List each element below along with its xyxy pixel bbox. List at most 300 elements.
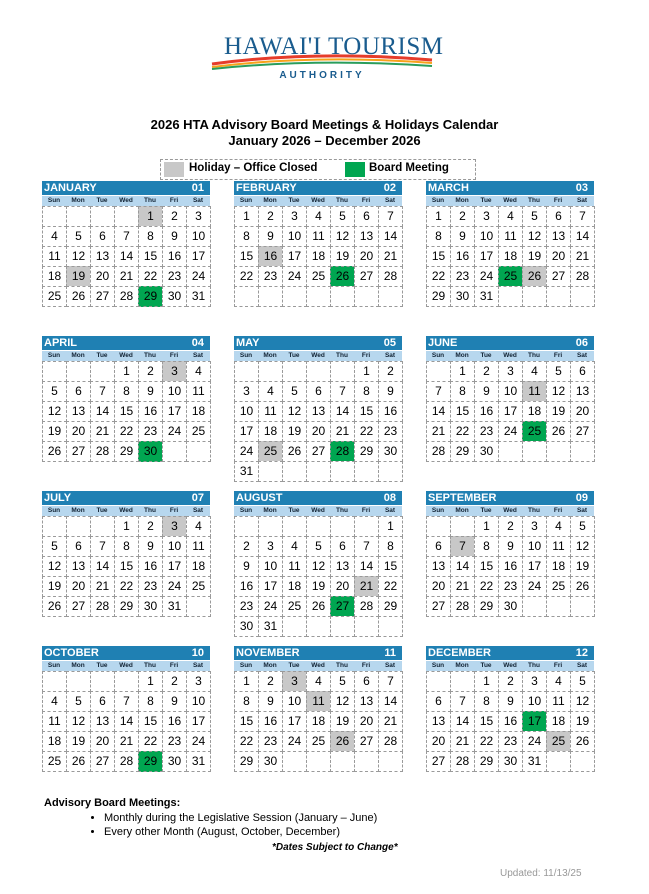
month-september [426, 491, 594, 616]
empty-day-cell [522, 441, 547, 462]
day-cell: 2 [138, 516, 163, 537]
month-may [234, 336, 402, 481]
day-of-week-label: Mon [71, 352, 85, 359]
empty-day-cell [162, 441, 187, 462]
day-of-week-label: Sat [576, 352, 588, 359]
calendar-date-range: January 2026 – December 2026 [228, 133, 421, 148]
day-cell: 4 [186, 361, 211, 382]
day-cell: 17 [186, 246, 211, 267]
day-cell: 15 [138, 711, 163, 732]
month-number: 07 [191, 492, 204, 504]
day-cell: 21 [90, 421, 115, 442]
day-of-week-label: Tue [288, 507, 300, 514]
day-of-week-label: Sun [431, 507, 445, 514]
day-of-week-label: Thu [336, 352, 348, 359]
month-name: NOVEMBER [236, 647, 300, 659]
day-cell: 7 [114, 691, 139, 712]
day-of-week-label: Sun [47, 662, 61, 669]
day-cell: 16 [162, 246, 187, 267]
day-cell: 4 [42, 226, 67, 247]
day-cell: 8 [378, 536, 403, 557]
day-cell: 26 [66, 286, 91, 307]
day-cell: 6 [546, 206, 571, 227]
day-cell: 9 [258, 226, 283, 247]
day-of-week-label: Fri [169, 352, 179, 359]
day-cell: 12 [546, 381, 571, 402]
day-cell: 17 [474, 246, 499, 267]
day-cell: 2 [162, 671, 187, 692]
day-cell: 1 [138, 671, 163, 692]
day-cell: 9 [498, 536, 523, 557]
day-cell: 4 [546, 516, 571, 537]
day-cell: 15 [354, 401, 379, 422]
day-of-week-label: Fri [361, 352, 371, 359]
day-cell: 24 [282, 731, 307, 752]
month-days [42, 361, 210, 461]
month-number: 01 [191, 182, 204, 194]
empty-day-cell [450, 516, 475, 537]
day-cell: 21 [570, 246, 595, 267]
empty-day-cell [282, 361, 307, 382]
day-cell: 15 [474, 711, 499, 732]
day-cell: 16 [450, 246, 475, 267]
day-of-week-label: Wed [503, 197, 517, 204]
day-cell: 30 [498, 596, 523, 617]
day-of-week-label: Mon [455, 662, 469, 669]
day-cell: 12 [522, 226, 547, 247]
day-cell: 16 [162, 711, 187, 732]
day-of-week-label: Tue [288, 662, 300, 669]
day-of-week-label: Sat [384, 197, 396, 204]
day-cell: 29 [114, 596, 139, 617]
empty-day-cell [426, 671, 451, 692]
month-header [426, 491, 594, 506]
day-cell: 28 [354, 596, 379, 617]
empty-day-cell [570, 286, 595, 307]
day-cell: 3 [186, 206, 211, 227]
day-of-week-label: Sat [192, 507, 204, 514]
holiday-day-cell: 26 [330, 731, 355, 752]
day-cell: 4 [282, 536, 307, 557]
day-cell: 30 [138, 596, 163, 617]
day-cell: 24 [474, 266, 499, 287]
day-cell: 18 [546, 711, 571, 732]
day-cell: 22 [474, 731, 499, 752]
day-cell: 22 [138, 266, 163, 287]
empty-day-cell [570, 441, 595, 462]
day-cell: 21 [330, 421, 355, 442]
day-of-week-label: Sat [576, 197, 588, 204]
day-cell: 6 [426, 536, 451, 557]
day-cell: 31 [474, 286, 499, 307]
empty-day-cell [546, 441, 571, 462]
month-days [234, 671, 402, 771]
empty-day-cell [354, 286, 379, 307]
day-cell: 8 [234, 226, 259, 247]
day-cell: 25 [42, 751, 67, 772]
day-cell: 9 [162, 691, 187, 712]
day-cell: 24 [186, 266, 211, 287]
day-cell: 10 [522, 691, 547, 712]
day-cell: 6 [354, 671, 379, 692]
notes-list [44, 811, 604, 839]
day-cell: 12 [66, 711, 91, 732]
month-number: 06 [575, 337, 588, 349]
empty-day-cell [330, 461, 355, 482]
empty-day-cell [450, 671, 475, 692]
day-cell: 26 [282, 441, 307, 462]
month-number: 03 [575, 182, 588, 194]
day-of-week-label: Sat [384, 352, 396, 359]
day-cell: 4 [306, 206, 331, 227]
day-cell: 2 [498, 516, 523, 537]
day-cell: 4 [522, 361, 547, 382]
day-cell: 3 [498, 361, 523, 382]
day-cell: 18 [546, 556, 571, 577]
day-cell: 15 [114, 401, 139, 422]
day-cell: 22 [234, 266, 259, 287]
day-cell: 6 [330, 536, 355, 557]
day-cell: 27 [306, 441, 331, 462]
empty-day-cell [498, 286, 523, 307]
month-header [234, 491, 402, 506]
day-cell: 17 [162, 556, 187, 577]
day-of-week-label: Wed [503, 662, 517, 669]
day-cell: 18 [258, 421, 283, 442]
day-cell: 27 [66, 441, 91, 462]
day-cell: 1 [114, 361, 139, 382]
day-cell: 13 [90, 246, 115, 267]
day-cell: 15 [234, 246, 259, 267]
day-of-week-label: Sat [192, 197, 204, 204]
day-cell: 29 [474, 596, 499, 617]
day-of-week-label: Mon [71, 507, 85, 514]
day-cell: 22 [138, 731, 163, 752]
day-cell: 11 [42, 711, 67, 732]
day-of-week-label: Mon [455, 507, 469, 514]
day-cell: 26 [42, 441, 67, 462]
day-cell: 13 [570, 381, 595, 402]
day-cell: 3 [282, 206, 307, 227]
day-cell: 6 [426, 691, 451, 712]
day-cell: 23 [498, 731, 523, 752]
month-header [426, 336, 594, 351]
month-days [426, 516, 594, 616]
day-cell: 23 [138, 421, 163, 442]
day-of-week-label: Sun [239, 352, 253, 359]
hta-logo [206, 30, 444, 88]
day-of-week-row [234, 506, 402, 516]
day-of-week-label: Tue [288, 197, 300, 204]
day-cell: 1 [354, 361, 379, 382]
day-of-week-row [426, 506, 594, 516]
meeting-day-cell: 30 [138, 441, 163, 462]
day-cell: 17 [282, 246, 307, 267]
day-cell: 14 [354, 556, 379, 577]
day-cell: 20 [90, 266, 115, 287]
month-days [42, 516, 210, 616]
empty-day-cell [330, 751, 355, 772]
day-cell: 20 [306, 421, 331, 442]
day-cell: 24 [186, 731, 211, 752]
empty-day-cell [330, 616, 355, 637]
day-of-week-label: Mon [263, 197, 277, 204]
holiday-legend-label: Holiday – Office Closed [189, 162, 318, 174]
day-cell: 8 [474, 691, 499, 712]
day-cell: 21 [426, 421, 451, 442]
day-cell: 19 [570, 711, 595, 732]
empty-day-cell [282, 616, 307, 637]
day-cell: 16 [378, 401, 403, 422]
day-cell: 11 [258, 401, 283, 422]
empty-day-cell [90, 361, 115, 382]
day-cell: 12 [570, 536, 595, 557]
day-cell: 11 [42, 246, 67, 267]
day-cell: 27 [570, 421, 595, 442]
day-cell: 7 [426, 381, 451, 402]
day-cell: 29 [450, 441, 475, 462]
empty-day-cell [234, 361, 259, 382]
day-cell: 23 [258, 731, 283, 752]
day-of-week-label: Thu [144, 662, 156, 669]
day-of-week-label: Sat [192, 352, 204, 359]
day-cell: 1 [234, 206, 259, 227]
empty-day-cell [66, 516, 91, 537]
day-cell: 10 [498, 381, 523, 402]
day-cell: 9 [258, 691, 283, 712]
day-cell: 22 [474, 576, 499, 597]
day-of-week-label: Wed [119, 352, 133, 359]
day-cell: 8 [474, 536, 499, 557]
day-cell: 24 [522, 731, 547, 752]
day-of-week-label: Sun [431, 662, 445, 669]
day-of-week-label: Thu [336, 507, 348, 514]
day-cell: 16 [138, 556, 163, 577]
day-cell: 21 [378, 711, 403, 732]
empty-day-cell [186, 441, 211, 462]
day-cell: 27 [426, 596, 451, 617]
empty-day-cell [546, 751, 571, 772]
day-cell: 28 [450, 751, 475, 772]
day-of-week-label: Sat [576, 507, 588, 514]
day-cell: 29 [426, 286, 451, 307]
day-cell: 19 [42, 421, 67, 442]
day-cell: 27 [354, 731, 379, 752]
day-cell: 4 [546, 671, 571, 692]
empty-day-cell [306, 461, 331, 482]
holiday-day-cell: 25 [258, 441, 283, 462]
day-cell: 7 [378, 206, 403, 227]
day-cell: 13 [426, 711, 451, 732]
day-cell: 25 [186, 576, 211, 597]
day-of-week-label: Fri [361, 197, 371, 204]
day-cell: 16 [498, 711, 523, 732]
day-cell: 13 [66, 556, 91, 577]
day-cell: 26 [546, 421, 571, 442]
empty-day-cell [114, 671, 139, 692]
month-days [426, 206, 594, 306]
day-cell: 21 [90, 576, 115, 597]
day-cell: 5 [330, 206, 355, 227]
dates-subject-to-change: *Dates Subject to Change* [272, 842, 398, 853]
day-cell: 15 [114, 556, 139, 577]
day-cell: 29 [114, 441, 139, 462]
day-cell: 23 [138, 576, 163, 597]
day-cell: 19 [570, 556, 595, 577]
day-cell: 24 [258, 596, 283, 617]
day-cell: 10 [522, 536, 547, 557]
day-cell: 3 [474, 206, 499, 227]
day-cell: 8 [354, 381, 379, 402]
empty-day-cell [258, 286, 283, 307]
day-cell: 5 [282, 381, 307, 402]
empty-day-cell [330, 516, 355, 537]
meeting-day-cell: 17 [522, 711, 547, 732]
calendar-title: 2026 HTA Advisory Board Meetings & Holidays Calendar [150, 117, 499, 132]
empty-day-cell [546, 286, 571, 307]
month-april [42, 336, 210, 461]
empty-day-cell [306, 361, 331, 382]
day-cell: 12 [42, 556, 67, 577]
day-cell: 20 [570, 401, 595, 422]
day-cell: 19 [330, 711, 355, 732]
month-june [426, 336, 594, 461]
day-cell: 17 [522, 556, 547, 577]
empty-day-cell [66, 671, 91, 692]
month-name: DECEMBER [428, 647, 491, 659]
day-cell: 22 [426, 266, 451, 287]
day-cell: 14 [426, 401, 451, 422]
empty-day-cell [330, 361, 355, 382]
day-cell: 8 [450, 381, 475, 402]
day-cell: 4 [306, 671, 331, 692]
month-name: JANUARY [44, 182, 97, 194]
day-cell: 31 [258, 616, 283, 637]
day-cell: 15 [138, 246, 163, 267]
day-cell: 13 [90, 711, 115, 732]
day-cell: 1 [450, 361, 475, 382]
day-cell: 13 [546, 226, 571, 247]
day-of-week-label: Fri [553, 352, 563, 359]
holiday-day-cell: 21 [354, 576, 379, 597]
day-cell: 15 [234, 711, 259, 732]
day-cell: 27 [90, 286, 115, 307]
day-cell: 24 [282, 266, 307, 287]
day-cell: 2 [234, 536, 259, 557]
day-cell: 25 [546, 576, 571, 597]
day-of-week-label: Tue [480, 197, 492, 204]
day-of-week-label: Sat [192, 662, 204, 669]
day-cell: 23 [258, 266, 283, 287]
day-of-week-label: Mon [455, 352, 469, 359]
month-name: MAY [236, 337, 260, 349]
day-of-week-label: Wed [119, 507, 133, 514]
day-cell: 17 [498, 401, 523, 422]
day-cell: 26 [570, 731, 595, 752]
holiday-swatch [164, 162, 184, 177]
day-cell: 2 [378, 361, 403, 382]
day-cell: 2 [450, 206, 475, 227]
day-cell: 14 [90, 401, 115, 422]
day-of-week-row [42, 661, 210, 671]
day-cell: 10 [258, 556, 283, 577]
day-cell: 4 [42, 691, 67, 712]
month-header [234, 181, 402, 196]
day-of-week-label: Wed [119, 197, 133, 204]
notes-section [44, 797, 604, 839]
day-cell: 15 [378, 556, 403, 577]
day-of-week-label: Sun [431, 352, 445, 359]
day-of-week-label: Tue [96, 507, 108, 514]
day-cell: 24 [522, 576, 547, 597]
day-of-week-label: Mon [263, 352, 277, 359]
day-cell: 6 [90, 226, 115, 247]
day-cell: 11 [186, 381, 211, 402]
day-cell: 8 [138, 226, 163, 247]
day-of-week-label: Thu [336, 197, 348, 204]
day-cell: 28 [570, 266, 595, 287]
day-of-week-label: Fri [361, 662, 371, 669]
day-cell: 2 [138, 361, 163, 382]
day-cell: 10 [474, 226, 499, 247]
day-cell: 3 [522, 516, 547, 537]
day-cell: 30 [498, 751, 523, 772]
day-cell: 13 [330, 556, 355, 577]
day-cell: 3 [234, 381, 259, 402]
notes-item: • Monthly during the Legislative Session (January – June) [104, 811, 604, 825]
day-cell: 7 [90, 536, 115, 557]
day-of-week-label: Thu [528, 197, 540, 204]
day-of-week-label: Sun [239, 197, 253, 204]
empty-day-cell [90, 671, 115, 692]
day-cell: 5 [42, 381, 67, 402]
day-of-week-label: Sat [384, 507, 396, 514]
day-cell: 18 [186, 556, 211, 577]
day-cell: 22 [234, 731, 259, 752]
day-cell: 22 [378, 576, 403, 597]
day-cell: 2 [162, 206, 187, 227]
meeting-day-cell: 29 [138, 751, 163, 772]
empty-day-cell [90, 516, 115, 537]
logo-sub-text: AUTHORITY [279, 70, 365, 81]
day-of-week-label: Tue [480, 507, 492, 514]
empty-day-cell [66, 206, 91, 227]
day-of-week-label: Fri [553, 197, 563, 204]
day-cell: 11 [546, 536, 571, 557]
day-cell: 11 [546, 691, 571, 712]
month-name: FEBRUARY [236, 182, 297, 194]
month-number: 08 [383, 492, 396, 504]
day-of-week-label: Wed [311, 352, 325, 359]
day-cell: 19 [42, 576, 67, 597]
day-cell: 21 [450, 731, 475, 752]
day-cell: 19 [522, 246, 547, 267]
month-days [42, 671, 210, 771]
day-cell: 26 [306, 596, 331, 617]
day-cell: 5 [570, 671, 595, 692]
empty-day-cell [570, 751, 595, 772]
day-cell: 21 [378, 246, 403, 267]
day-cell: 30 [162, 286, 187, 307]
empty-day-cell [426, 516, 451, 537]
month-header [42, 336, 210, 351]
day-cell: 5 [546, 361, 571, 382]
day-cell: 14 [114, 711, 139, 732]
day-of-week-row [426, 661, 594, 671]
day-cell: 9 [162, 226, 187, 247]
day-cell: 10 [162, 381, 187, 402]
day-cell: 21 [114, 266, 139, 287]
